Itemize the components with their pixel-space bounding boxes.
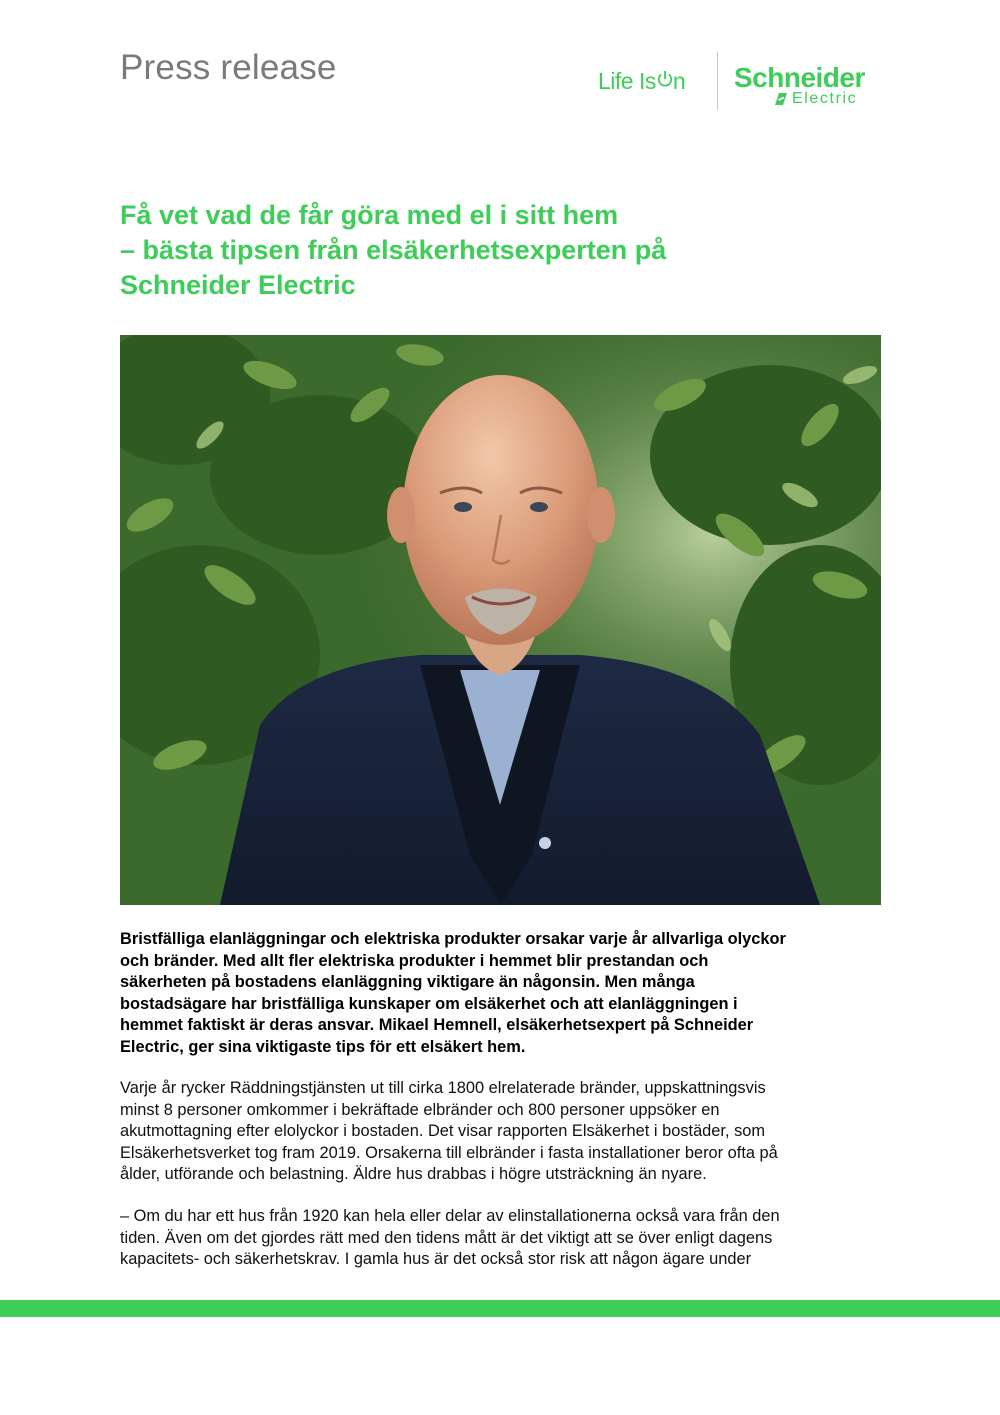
body-line: kapacitets- och säkerhetskrav. I gamla hus är det också stor risk att någon ägare under — [120, 1250, 752, 1268]
brand-name: Schneider — [734, 62, 865, 93]
power-icon — [657, 68, 673, 95]
tagline — [598, 68, 685, 95]
body-paragraph-1 — [120, 1078, 900, 1186]
brand-mark-icon — [772, 90, 790, 108]
lead-line: Electric, ger sina viktigaste tips för ett elsäkert hem. — [120, 1037, 526, 1056]
lead-line: Bristfälliga elanläggningar och elektriska produkter orsakar varje år allvarliga olyckor — [120, 930, 786, 948]
footer-bar — [0, 1300, 1000, 1317]
press-release-label: Press release — [120, 48, 337, 87]
body-line: Elsäkerhetsverket tog fram 2019. Orsakerna till elbränder i fasta installationer beror ofta på — [120, 1143, 778, 1162]
lead-paragraph — [120, 929, 890, 1058]
body-line: minst 8 personer omkommer i bekräftade elbränder och 800 personer uppsöker en — [120, 1100, 720, 1119]
headline-line: Få vet vad de får göra med el i sitt hem — [120, 200, 619, 230]
lead-line: bostadsägare har bristfälliga kunskaper om elsäkerhet och att elanläggningen i — [120, 994, 738, 1013]
tagline-prefix: Life Is — [598, 68, 656, 94]
body-line: ålder, utförande och belastning. Äldre hus drabbas i högre utsträckning än nyare. — [120, 1165, 707, 1183]
lead-line: säkerheten på bostadens elanläggning viktigare än någonsin. Men många — [120, 973, 695, 991]
headline-line: Schneider Electric — [120, 270, 356, 300]
body-paragraph-2 — [120, 1206, 900, 1271]
body-line: akutmottagning efter elolyckor i bostaden. Det visar rapporten Elsäkerhet i bostäder, som — [120, 1122, 766, 1140]
headline — [120, 198, 880, 303]
tagline-suffix: n — [672, 68, 686, 94]
body-line: – Om du har ett hus från 1920 kan hela eller delar av elinstallationerna också vara från den — [120, 1207, 780, 1225]
portrait-photo — [120, 335, 881, 905]
logo-divider — [717, 52, 718, 110]
body-line: tiden. Även om det gjordes rätt med den tidens mått är det viktigt att se över enligt dagens — [120, 1228, 773, 1247]
lead-line: hemmet faktiskt är deras ansvar. Mikael Hemnell, elsäkerhetsexpert på Schneider — [120, 1016, 754, 1034]
lead-line: och bränder. Med allt fler elektriska produkter i hemmet blir prestandan och — [120, 951, 709, 970]
body-line: Varje år rycker Räddningstjänsten ut till cirka 1800 elrelaterade bränder, uppskattningsvis — [120, 1079, 766, 1097]
headline-line: – bästa tipsen från elsäkerhetsexperten på — [120, 235, 667, 265]
brand-sub: Electric — [792, 90, 858, 107]
schneider-electric-logo — [734, 62, 884, 107]
